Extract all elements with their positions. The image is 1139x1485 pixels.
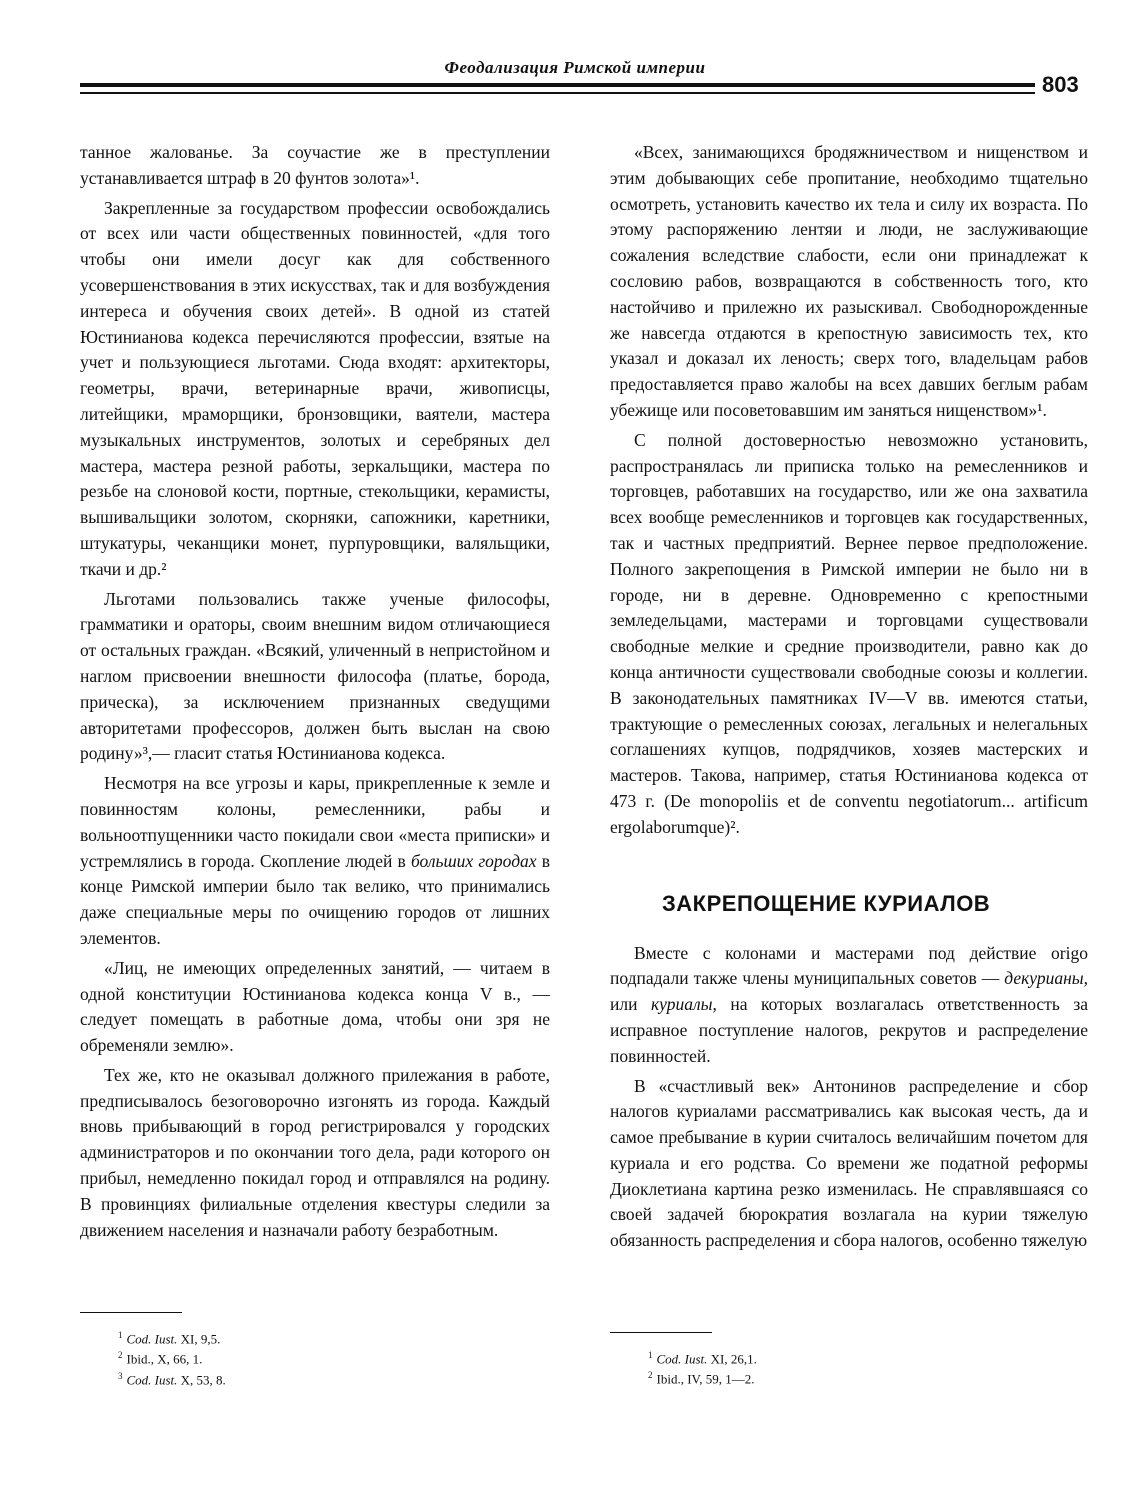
header-rule-thick [80, 83, 1035, 87]
footnote-ref: XI, 26,1. [707, 1351, 757, 1367]
footnote [80, 1327, 226, 1347]
running-title: Феодализация Римской империи [444, 58, 706, 77]
paragraph: танное жалованье. За соучастие же в преступлении устанавливается штраф в 20 фунтов золота»¹. [80, 142, 550, 188]
footnote-rule [80, 1312, 182, 1313]
paragraph: Закрепленные за государством профессии освобождались от всех или части общественных повинностей, «для того чтобы они имели досуг как для собственного усовершенствования в этих искусствах, так и для возбуждения интереса и обучения своих детей». В одной из статей Юстинианова кодекса перечисляются профессии, взятые на учет и пользующиеся льготами. Сюда входят: архитекторы, геометры, врачи, ветеринарные врачи, живописцы, литейщики, мраморщики, бронзовщики, ваятели, мастера музыкальных инструментов, золотых и серебряных дел мастера, мастера резной работы, зеркальщики, мастера по резьбе на слоновой кости, портные, стекольщики, керамисты, вышивальщики золотом, скорняки, сапожники, каретники, штукатуры, чеканщики монет, пурпуровщики, валяльщики, ткачи и др.² [80, 197, 550, 579]
left-column [80, 140, 550, 1243]
footnote [610, 1347, 757, 1367]
text-run: Вместе с колонами и мастерами под действие origo подпадали также члены муниципальных советов — [610, 942, 1088, 989]
italic-text-run: декурианы, [1004, 968, 1088, 989]
page-number: 803 [1042, 72, 1079, 97]
footnote-number: 1 [648, 1350, 653, 1360]
italic-text-run: больших городах [410, 850, 537, 871]
paragraph: Тех же, кто не оказывал должного прилежания в работе, предписывалось безоговорочно изгонять из города. Каждый вновь прибывающий в город регистрировался у городских администраторов и по окончании того дела, ради которого он прибыл, немедленно покидал город и отправлялся на родину. В провинциях филиальные отделения квестуры следили за движением населения и назначали работу безработным. [80, 1064, 550, 1240]
paragraph: Льготами пользовались также ученые философы, грамматики и ораторы, своим внешним видом отличающиеся от остальных граждан. «Всякий, уличенный в непристойном и наглом присвоении внешности философа (платье, борода, прическа), за исключением признанных сведущими авторитетами профессоров, должен быть выслан на свою родину»³,— гласит статья Юстинианова кодекса. [80, 588, 550, 764]
header-rule-thin [80, 92, 1035, 94]
footnote-number: 2 [118, 1350, 123, 1361]
right-column [610, 140, 1088, 1254]
footnote-number: 3 [118, 1370, 123, 1381]
paragraph: В «счастливый век» Антонинов распределение и сбор налогов куриалами рассматривались как высокая честь, да и самое пребывание в курии считалось величайшим почетом для куриала и его родства. Со времени же податной реформы Диоклетиана картина резко изменилась. Не справлявшаяся со своей задачей бюрократия возлагала на курии тяжелую обязанность распределения и сбора налогов, особенно тяжелую [610, 1075, 1088, 1251]
footnote-number: 2 [648, 1370, 653, 1381]
footnote-source: Cod. Iust. [126, 1331, 178, 1347]
footnote-ref: X, 53, 8. [177, 1371, 226, 1387]
footnote-ref: Ibid., X, 66, 1. [126, 1351, 203, 1367]
footnotes-left [80, 1312, 226, 1388]
paragraph [610, 941, 1088, 1070]
footnote-rule [610, 1332, 712, 1333]
section-heading: ЗАКРЕПОЩЕНИЕ КУРИАЛОВ [662, 890, 991, 916]
footnote [80, 1368, 226, 1388]
text-run: на которых возлагалась ответственность за исправное поступление налогов, рекрутов и распределение повинностей. [610, 994, 1089, 1066]
paragraph [80, 771, 550, 952]
italic-text-run: куриалы, [650, 994, 717, 1015]
footnotes-right [610, 1332, 757, 1388]
footnote-source: Cod. Iust. [126, 1371, 178, 1387]
text-run: в конце Римской империи было так велико, что принимались даже специальные меры по очищению городов от лишних элементов. [80, 850, 551, 948]
footnote-ref: Ibid., IV, 59, 1—2. [656, 1371, 755, 1387]
text-run: или [610, 994, 651, 1015]
paragraph: «Всех, занимающихся бродяжничеством и нищенством и этим добывающих себе пропитание, необходимо тщательно осмотреть, установить качество их тела и силу их возраста. По этому распоряжению лентяи и люди, не заслуживающие сожаления вследствие слабости, если они принадлежат к сословию рабов, возвращаются в собственность того, кто настойчиво и прилежно их разыскивал. Свободнорожденные же навсегда отдаются в крепостную зависимость тех, кто указал и доказал их леность; сверх того, владельцам рабов предоставляется право жалобы на всех давших беглым рабам убежище или посоветовавшим им заняться нищенством»¹. [610, 142, 1088, 420]
footnote-number: 1 [118, 1330, 123, 1340]
paragraph: С полной достоверностью невозможно установить, распространялась ли приписка только на ремесленников и торговцев, работавших на государство, или же она захватила всех вообще ремесленников и торговцев как государственных, так и частных предприятий. Вернее первое предположение. Полного закрепощения в Римской империи не было ни в городе, ни в деревне. Одновременно с крепостными земледельцами, мастерами и торговцами существовали свободные мелкие и средние производители, равно как до конца античности существовали свободные союзы и коллегии. В законодательных памятниках IV—V вв. имеются статьи, трактующие о ремесленных союзах, легальных и нелегальных соглашениях купцов, подрядчиков, хозяев мастерских и мастеров. Такова, например, статья Юстинианова кодекса от 473 г. (De monopoliis et de conventu negotiatorum... artificum ergolaborumque)². [610, 429, 1088, 837]
footnote [80, 1347, 226, 1367]
text-run: Несмотря на все угрозы и кары, прикрепленные к земле и повинностям колоны, ремесленники, рабы и вольноотпущенники часто покидали свои «места приписки» и устремлялись в города. Скопление людей в [80, 773, 550, 871]
paragraph: «Лиц, не имеющих определенных занятий, — читаем в одной конституции Юстинианова кодекса конца V в., — следует помещать в работные дома, чтобы они зря не обременяли землю». [80, 957, 550, 1056]
footnote-ref: XI, 9,5. [177, 1331, 221, 1347]
footnote-source: Cod. Iust. [656, 1351, 708, 1367]
footnote [610, 1367, 757, 1387]
